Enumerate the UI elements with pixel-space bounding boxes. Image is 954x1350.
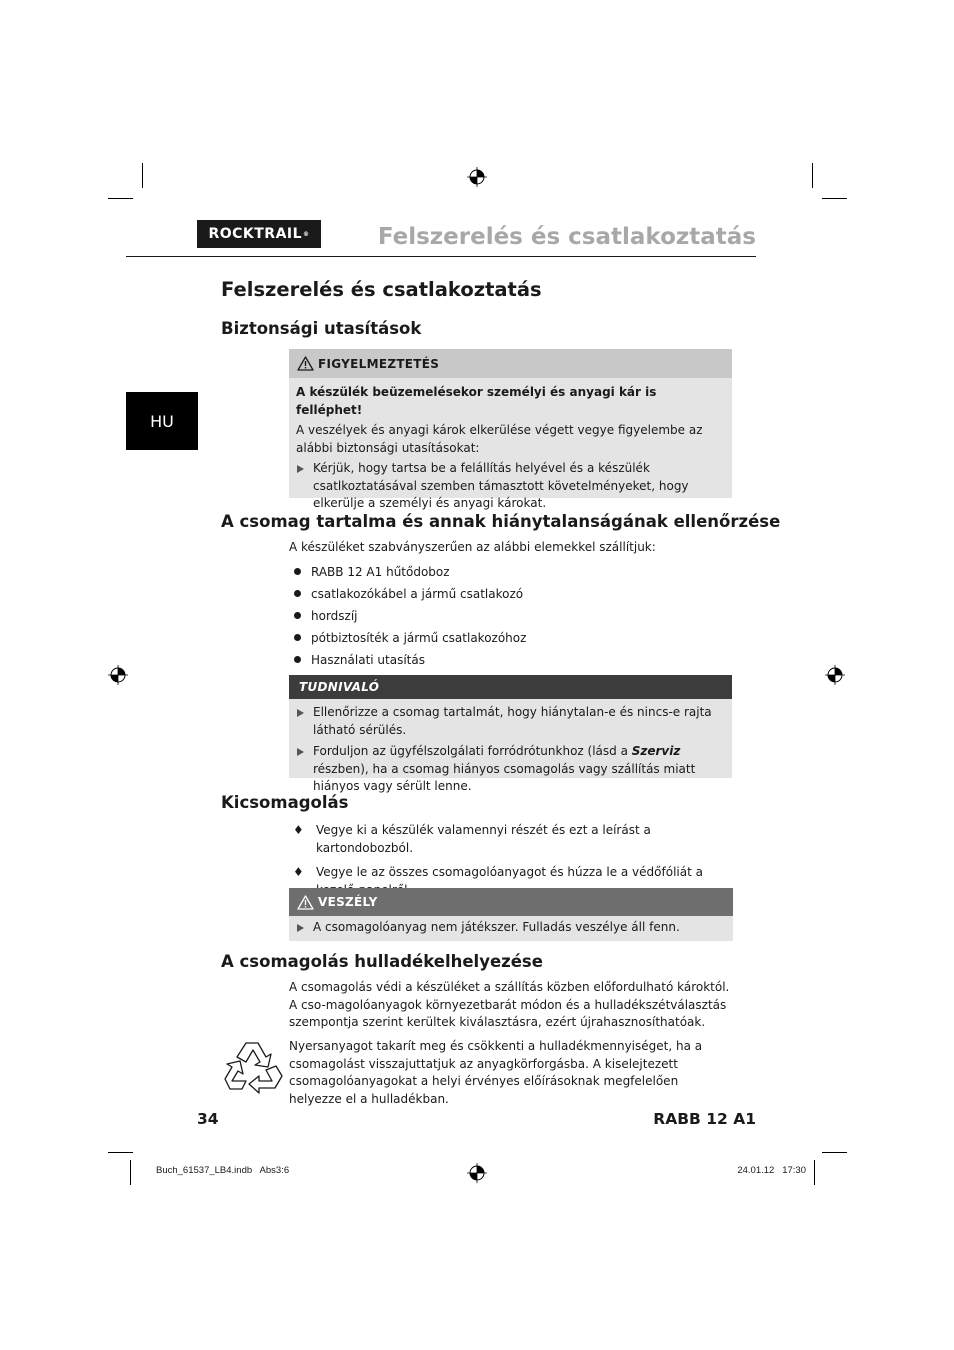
list-item: csatlakozókábel a jármű csatlakozó xyxy=(293,583,526,605)
unpacking-heading: Kicsomagolás xyxy=(221,793,349,812)
danger-list-item: A csomagolóanyag nem játékszer. Fulladás veszélye áll fenn. xyxy=(296,919,725,937)
danger-label: VESZÉLY xyxy=(318,895,378,909)
danger-box xyxy=(289,888,733,941)
print-slug-date: 24.01.12 17:30 xyxy=(737,1165,806,1176)
crop-mark xyxy=(142,163,143,188)
arrow-bullet-icon xyxy=(297,465,304,473)
model-name: RABB 12 A1 xyxy=(653,1110,756,1128)
note-label: TUDNIVALÓ xyxy=(299,680,380,694)
page-heading: Felszerelés és csatlakoztatás xyxy=(221,278,542,301)
warning-list-item: Kérjük, hogy tartsa be a felállítás helyével és a készülék csatlkoztatásával szemben támasztott követelményeket, hogy elkerülje a személyi és anyagi károkat. xyxy=(296,460,724,513)
registration-mark-icon xyxy=(108,665,128,685)
crop-mark xyxy=(130,1160,131,1185)
arrow-bullet-icon xyxy=(297,709,304,717)
crop-mark xyxy=(812,163,813,188)
print-slug-file: Buch_61537_LB4.indb Abs3:6 xyxy=(156,1165,290,1176)
note-box-header xyxy=(289,675,732,699)
crop-mark xyxy=(108,198,133,199)
warning-box-header xyxy=(289,349,732,378)
registration-mark-icon xyxy=(467,1163,487,1183)
page-number: 34 xyxy=(197,1110,219,1128)
warning-box xyxy=(289,349,732,510)
service-reference: Szerviz xyxy=(631,744,681,758)
danger-box-body xyxy=(289,916,733,941)
registration-mark-icon xyxy=(467,167,487,187)
arrow-bullet-icon xyxy=(297,924,304,932)
header-title: Felszerelés és csatlakoztatás xyxy=(377,224,756,250)
bullet-dot-icon xyxy=(294,634,301,641)
list-item: RABB 12 A1 hűtődoboz xyxy=(293,561,526,583)
package-heading: A csomag tartalma és annak hiánytalanságának ellenőrzése xyxy=(221,512,781,531)
crop-mark xyxy=(108,1152,133,1153)
disposal-paragraph-1: A csomagolás védi a készüléket a szállítás közben előfordulható károktól. A cso-magolóanyagok környezetbarát módon és a hulladékszétválasztás szempontja szerint kerültek kiválasztásra, ezért újrahasznosíthatóak. xyxy=(289,980,730,1029)
crop-mark xyxy=(814,1160,815,1185)
note-list-item: Forduljon az ügyfélszolgálati forródrótunkhoz (lásd a Szerviz részben), ha a csomag hiányos csomagolás vagy szállítás miatt hiányos vagy sérült lenne. xyxy=(296,743,724,796)
note-box-body xyxy=(289,699,732,800)
danger-triangle-icon xyxy=(297,895,314,910)
crop-mark xyxy=(822,198,847,199)
bullet-dot-icon xyxy=(294,568,301,575)
list-item: hordszíj xyxy=(293,605,526,627)
list-item: ♦ Vegye le az összes csomagolóanyagot és húzza le a védőfóliát a xyxy=(293,864,733,899)
arrow-bullet-icon xyxy=(297,748,304,756)
danger-box-header xyxy=(289,888,733,916)
list-item: ♦ Vegye ki a készülék valamennyi részét és ezt a leírást a kartondobozból. xyxy=(293,823,651,855)
package-intro: A készüléket szabványszerűen az alábbi elemekkel szállítjuk: xyxy=(289,540,656,554)
registration-mark-icon xyxy=(825,665,845,685)
warning-label: FIGYELMEZTETÉS xyxy=(318,356,440,371)
disposal-heading: A csomagolás hulladékelhelyezése xyxy=(221,952,543,971)
crop-mark xyxy=(822,1152,847,1153)
diamond-bullet-icon: ♦ xyxy=(293,865,304,879)
list-item: Használati utasítás xyxy=(293,649,526,671)
bullet-dot-icon xyxy=(294,590,301,597)
bullet-dot-icon xyxy=(294,656,301,663)
disposal-paragraph-2: Nyersanyagot takarít meg és csökkenti a hulladékmennyiséget, ha a csomagolást visszajuttatjuk az anyagkörforgásba. A kiselejtezett csomagolóanyagokat a helyi érvényes előírásoknak megfelelően helyezze el a hulladékban. xyxy=(289,1039,703,1106)
warning-bold-line: A készülék beüzemelésekor személyi és anyagi kár is felléphet! xyxy=(296,385,657,417)
note-box xyxy=(289,675,732,793)
warning-triangle-icon xyxy=(297,356,314,371)
brand-logo: ROCKTRAIL ® xyxy=(197,220,321,248)
recycling-icon xyxy=(224,1039,284,1095)
note-list-item: Ellenőrizze a csomag tartalmát, hogy hiánytalan-e és nincs-e rajta látható sérülés. xyxy=(296,704,724,739)
list-item: pótbiztosíték a jármű csatlakozóhoz xyxy=(293,627,526,649)
header-rule xyxy=(126,256,756,257)
diamond-bullet-icon: ♦ xyxy=(293,823,304,837)
package-contents-list xyxy=(293,561,526,671)
language-tab: HU xyxy=(126,392,198,450)
safety-heading: Biztonsági utasítások xyxy=(221,319,422,338)
warning-box-body xyxy=(289,378,732,517)
warning-text: A veszélyek és anyagi károk elkerülése végett vegye figyelembe az alábbi biztonsági utasításokat: xyxy=(296,423,703,455)
bullet-dot-icon xyxy=(294,612,301,619)
